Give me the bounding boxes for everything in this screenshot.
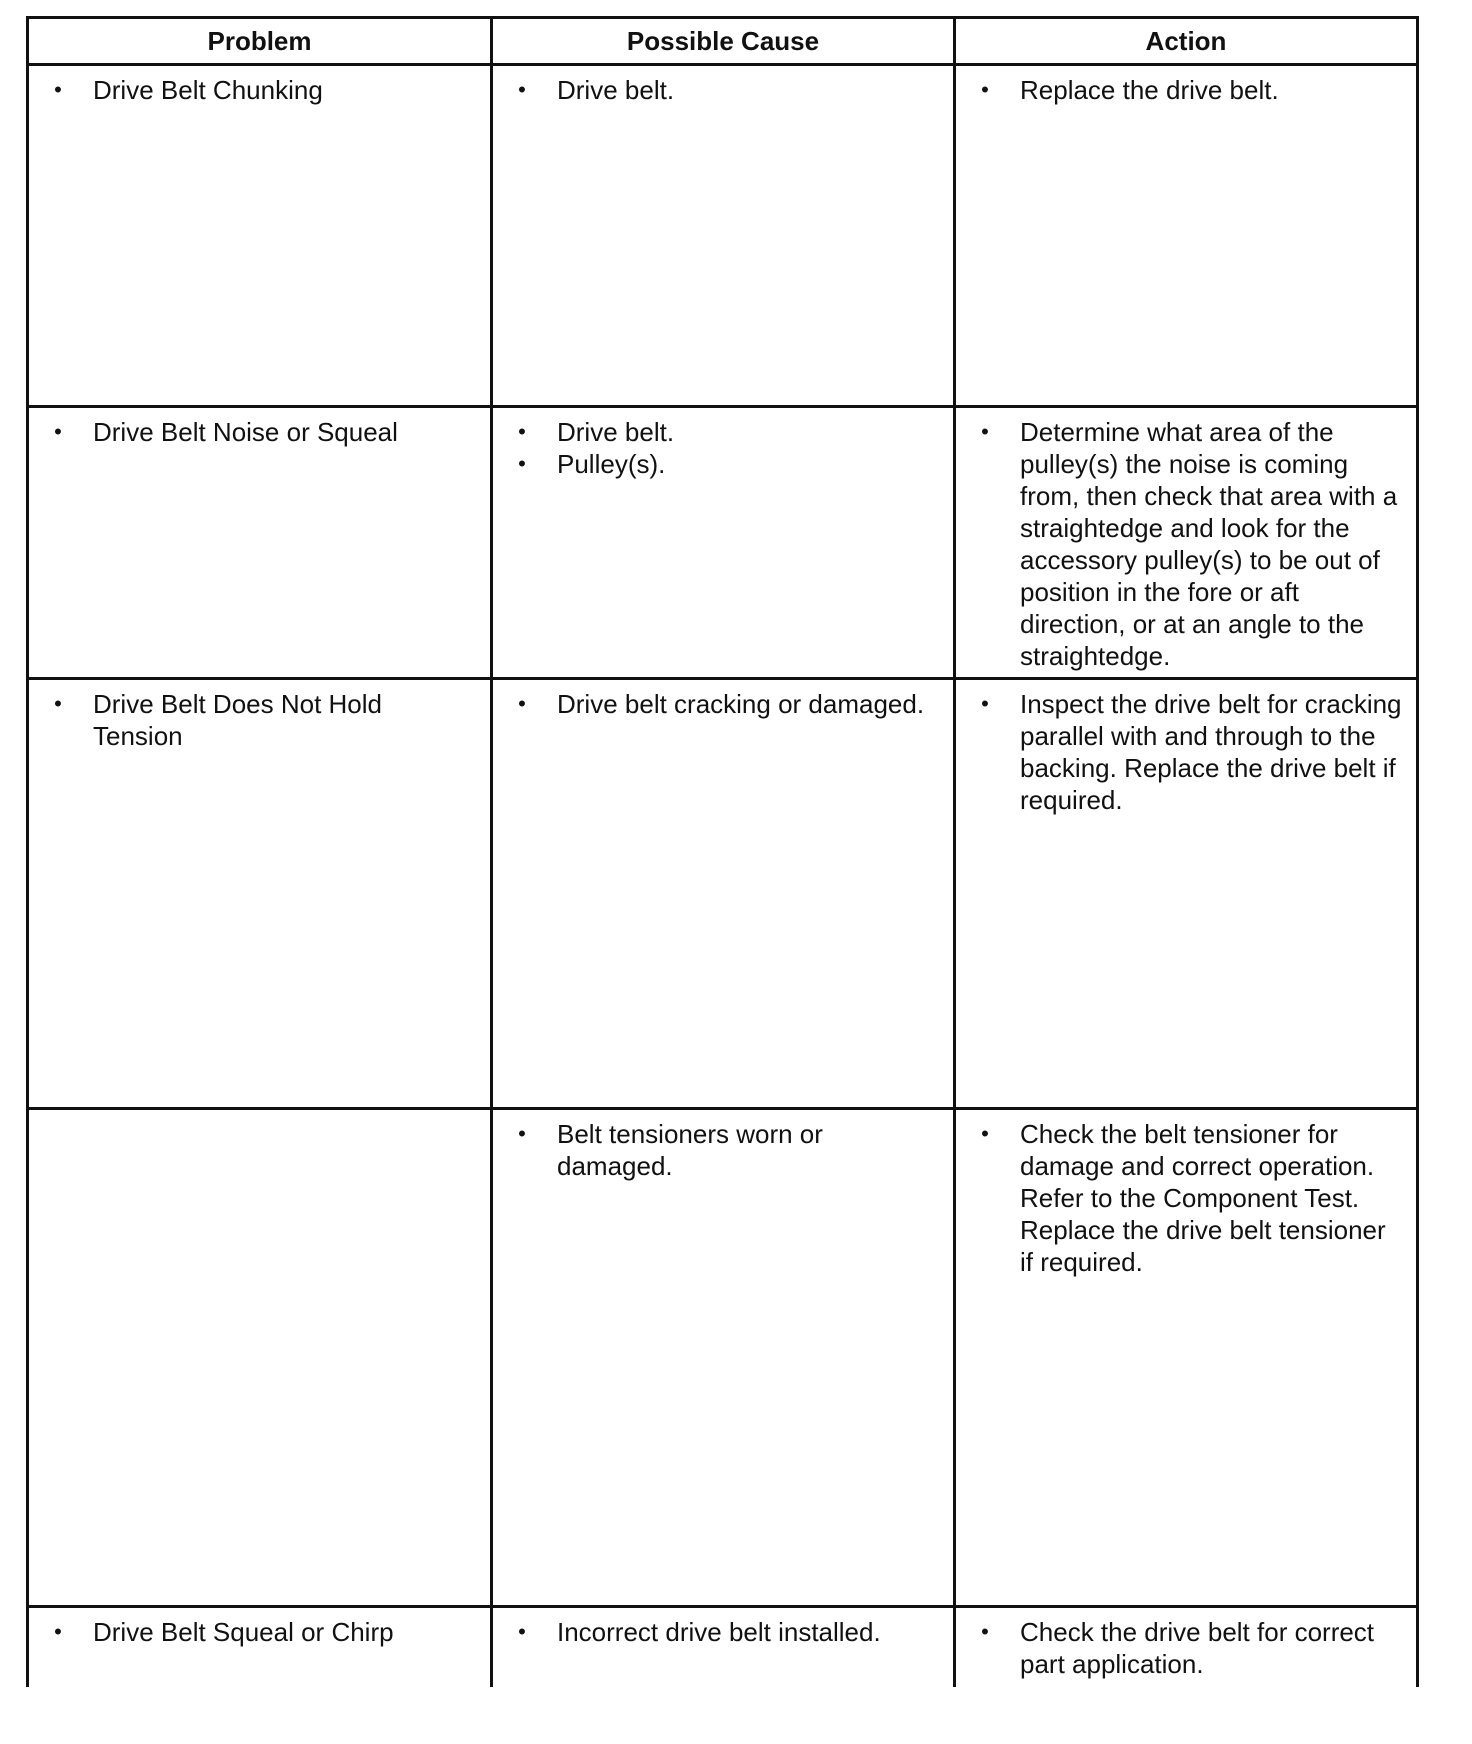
- action-text: Check the drive belt for correct part application.: [1020, 1617, 1375, 1679]
- problem-text: Drive Belt Chunking: [93, 75, 323, 105]
- action-cell: [955, 1607, 1418, 1687]
- problem-cell-empty: [28, 1109, 492, 1607]
- bullet-icon: •: [981, 1619, 989, 1644]
- bullet-icon: •: [518, 1619, 526, 1644]
- cause-cell: [492, 1109, 955, 1607]
- cause-text: Drive belt.: [557, 417, 675, 447]
- list-item: [507, 448, 941, 480]
- list-item: [970, 1616, 1404, 1680]
- header-action: Action: [955, 18, 1418, 65]
- list-item: [507, 688, 941, 720]
- cause-cell: [492, 65, 955, 407]
- header-possible-cause: Possible Cause: [492, 18, 955, 65]
- action-cell: [955, 65, 1418, 407]
- bullet-icon: •: [518, 451, 526, 476]
- bullet-icon: •: [518, 419, 526, 444]
- bullet-icon: •: [54, 691, 62, 716]
- action-text: Determine what area of the pulley(s) the noise is coming from, then check that area with a straightedge and look for the accessory pulley(s) to be out of position in the fore or aft direction, or at an angle to the straightedge.: [1020, 417, 1398, 671]
- cause-cell: [492, 407, 955, 679]
- list-item: [43, 416, 478, 448]
- bullet-icon: •: [981, 77, 989, 102]
- problem-cell: [28, 407, 492, 679]
- bullet-icon: •: [981, 691, 989, 716]
- list-item: [507, 1616, 941, 1648]
- bullet-icon: •: [54, 419, 62, 444]
- bullet-icon: •: [54, 77, 62, 102]
- cause-text: Drive belt cracking or damaged.: [557, 689, 925, 719]
- troubleshooting-table: [26, 16, 1419, 1687]
- bullet-icon: •: [981, 419, 989, 444]
- bullet-icon: •: [518, 77, 526, 102]
- table-row: [28, 1109, 1418, 1607]
- action-cell: [955, 407, 1418, 679]
- list-item: [43, 688, 478, 752]
- problem-cell: [28, 65, 492, 407]
- list-item: [970, 1118, 1404, 1278]
- action-cell: [955, 679, 1418, 1109]
- cause-text: Belt tensioners worn or damaged.: [557, 1119, 823, 1181]
- list-item: [970, 74, 1404, 106]
- cause-text: Pulley(s).: [557, 449, 666, 479]
- action-cell: [955, 1109, 1418, 1607]
- list-item: [43, 74, 478, 106]
- bullet-icon: •: [54, 1619, 62, 1644]
- bullet-icon: •: [518, 691, 526, 716]
- problem-cell: [28, 679, 492, 1109]
- header-problem: Problem: [28, 18, 492, 65]
- troubleshooting-table-container: [26, 16, 1416, 1687]
- problem-text: Drive Belt Does Not Hold Tension: [93, 689, 382, 751]
- bullet-icon: •: [981, 1121, 989, 1146]
- list-item: [507, 1118, 941, 1182]
- header-row: [28, 18, 1418, 65]
- list-item: [970, 416, 1404, 672]
- cause-cell: [492, 679, 955, 1109]
- list-item: [507, 74, 941, 106]
- action-text: Inspect the drive belt for cracking parallel with and through to the backing. Replace the drive belt if required.: [1020, 689, 1402, 815]
- cause-cell: [492, 1607, 955, 1687]
- table-row: [28, 407, 1418, 679]
- problem-text: Drive Belt Squeal or Chirp: [93, 1617, 394, 1647]
- table-row: [28, 679, 1418, 1109]
- table-row: [28, 1607, 1418, 1687]
- cause-text: Drive belt.: [557, 75, 675, 105]
- action-text: Replace the drive belt.: [1020, 75, 1279, 105]
- list-item: [970, 688, 1404, 816]
- action-text: Check the belt tensioner for damage and correct operation. Refer to the Component Test. Replace the drive belt tensioner if required.: [1020, 1119, 1386, 1277]
- cause-text: Incorrect drive belt installed.: [557, 1617, 881, 1647]
- bullet-icon: •: [518, 1121, 526, 1146]
- table-row: [28, 65, 1418, 407]
- problem-cell: [28, 1607, 492, 1687]
- list-item: [507, 416, 941, 448]
- list-item: [43, 1616, 478, 1648]
- problem-text: Drive Belt Noise or Squeal: [93, 417, 398, 447]
